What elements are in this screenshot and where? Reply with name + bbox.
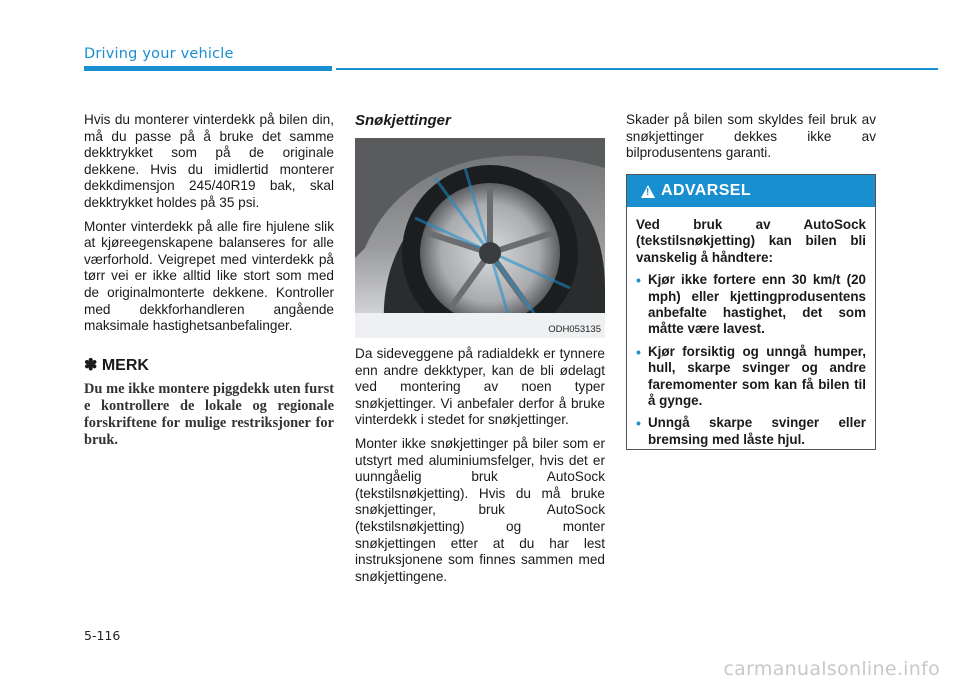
column-middle	[355, 112, 605, 592]
list-item	[636, 272, 866, 338]
column-right	[626, 112, 876, 169]
figure-caption: ODH053135	[548, 324, 601, 335]
list-item-text: Kjør ikke fortere enn 30 km/t (20 mph) eller kjettingprodusentens anbefalte hastighet, det som måtte være lavest.	[648, 272, 866, 337]
bullet-icon: •	[636, 343, 641, 360]
warning-body	[627, 207, 875, 448]
list-item-text: Kjør forsiktig og unngå humper, hull, skarpe svinger og andre faremomenter som kan få bilen til å gynge.	[648, 343, 866, 409]
wheel-with-autosock-image	[355, 138, 605, 338]
note-text: Du me ikke montere piggdekk uten furst e kontrollere de lokale og regionale forskriftene for mulige restriksjoner for bruk.	[84, 380, 334, 448]
paragraph: Skader på bilen som skyldes feil bruk av snøkjettinger dekkes ikke av bilprodusentens garanti.	[626, 112, 876, 161]
header-rule-thin	[336, 68, 938, 70]
paragraph: Monter ikke snøkjettinger på biler som er utstyrt med aluminiumsfelger, hvis det er uunngåelig bruk AutoSock (tekstilsnøkjetting). Hvis du må bruke snøkjettinger, bruk AutoSock (tekstilsnøkjetting) og monter snøkjettingen etter at du har lest instruksjonene som finnes sammen med snøkjettingene.	[355, 435, 605, 584]
warning-title: ADVARSEL	[661, 182, 752, 199]
warning-list	[636, 272, 866, 448]
bullet-icon: •	[636, 415, 641, 432]
warning-intro: Ved bruk av AutoSock (tekstilsnøkjetting) kan bilen bli vanskelig å håndtere:	[636, 217, 866, 265]
list-item	[636, 415, 866, 448]
header-rule-thick	[84, 66, 332, 71]
section-title: Driving your vehicle	[84, 46, 234, 62]
snow-chain-figure	[355, 138, 605, 338]
paragraph: Hvis du monterer vinterdekk på bilen din, må du passe på å bruke det samme dekktrykket som på de originale dekkene. Hvis du imidlertid monterer dekkdimensjon 245/40R19 bak, skal dekktrykket holdes på 35 psi.	[84, 112, 334, 210]
bullet-icon: •	[636, 272, 641, 289]
paragraph: Da sideveggene på radialdekk er tynnere enn andre dekktyper, kan de bli ødelagt ved montering av noen typer snøkjettinger. Vi anbefaler derfor å bruke vinterdekk i stedet for snøkjettinger.	[355, 346, 605, 428]
list-item	[636, 344, 866, 410]
paragraph: Monter vinterdekk på alle fire hjulene slik at kjøreegenskapene balanseres for alle værforhold. Veigrepet med vinterdekk på tørr vei er ikke alltid like stort som med de originalmonterte dekkene. Kontroller med dekkforhandleren angående maksimale hastighetsanbefalinger.	[84, 218, 334, 334]
page-number: 5-116	[84, 628, 121, 643]
watermark: carmanualsonline.info	[723, 658, 940, 680]
warning-box	[626, 174, 876, 450]
section-heading: Snøkjettinger	[355, 112, 451, 129]
warning-triangle-icon	[641, 185, 655, 198]
list-item-text: Unngå skarpe svinger eller bremsing med låste hjul.	[648, 415, 866, 447]
warning-header	[627, 175, 875, 207]
note-heading: ✽ MERK	[84, 356, 149, 374]
column-left	[84, 112, 334, 449]
